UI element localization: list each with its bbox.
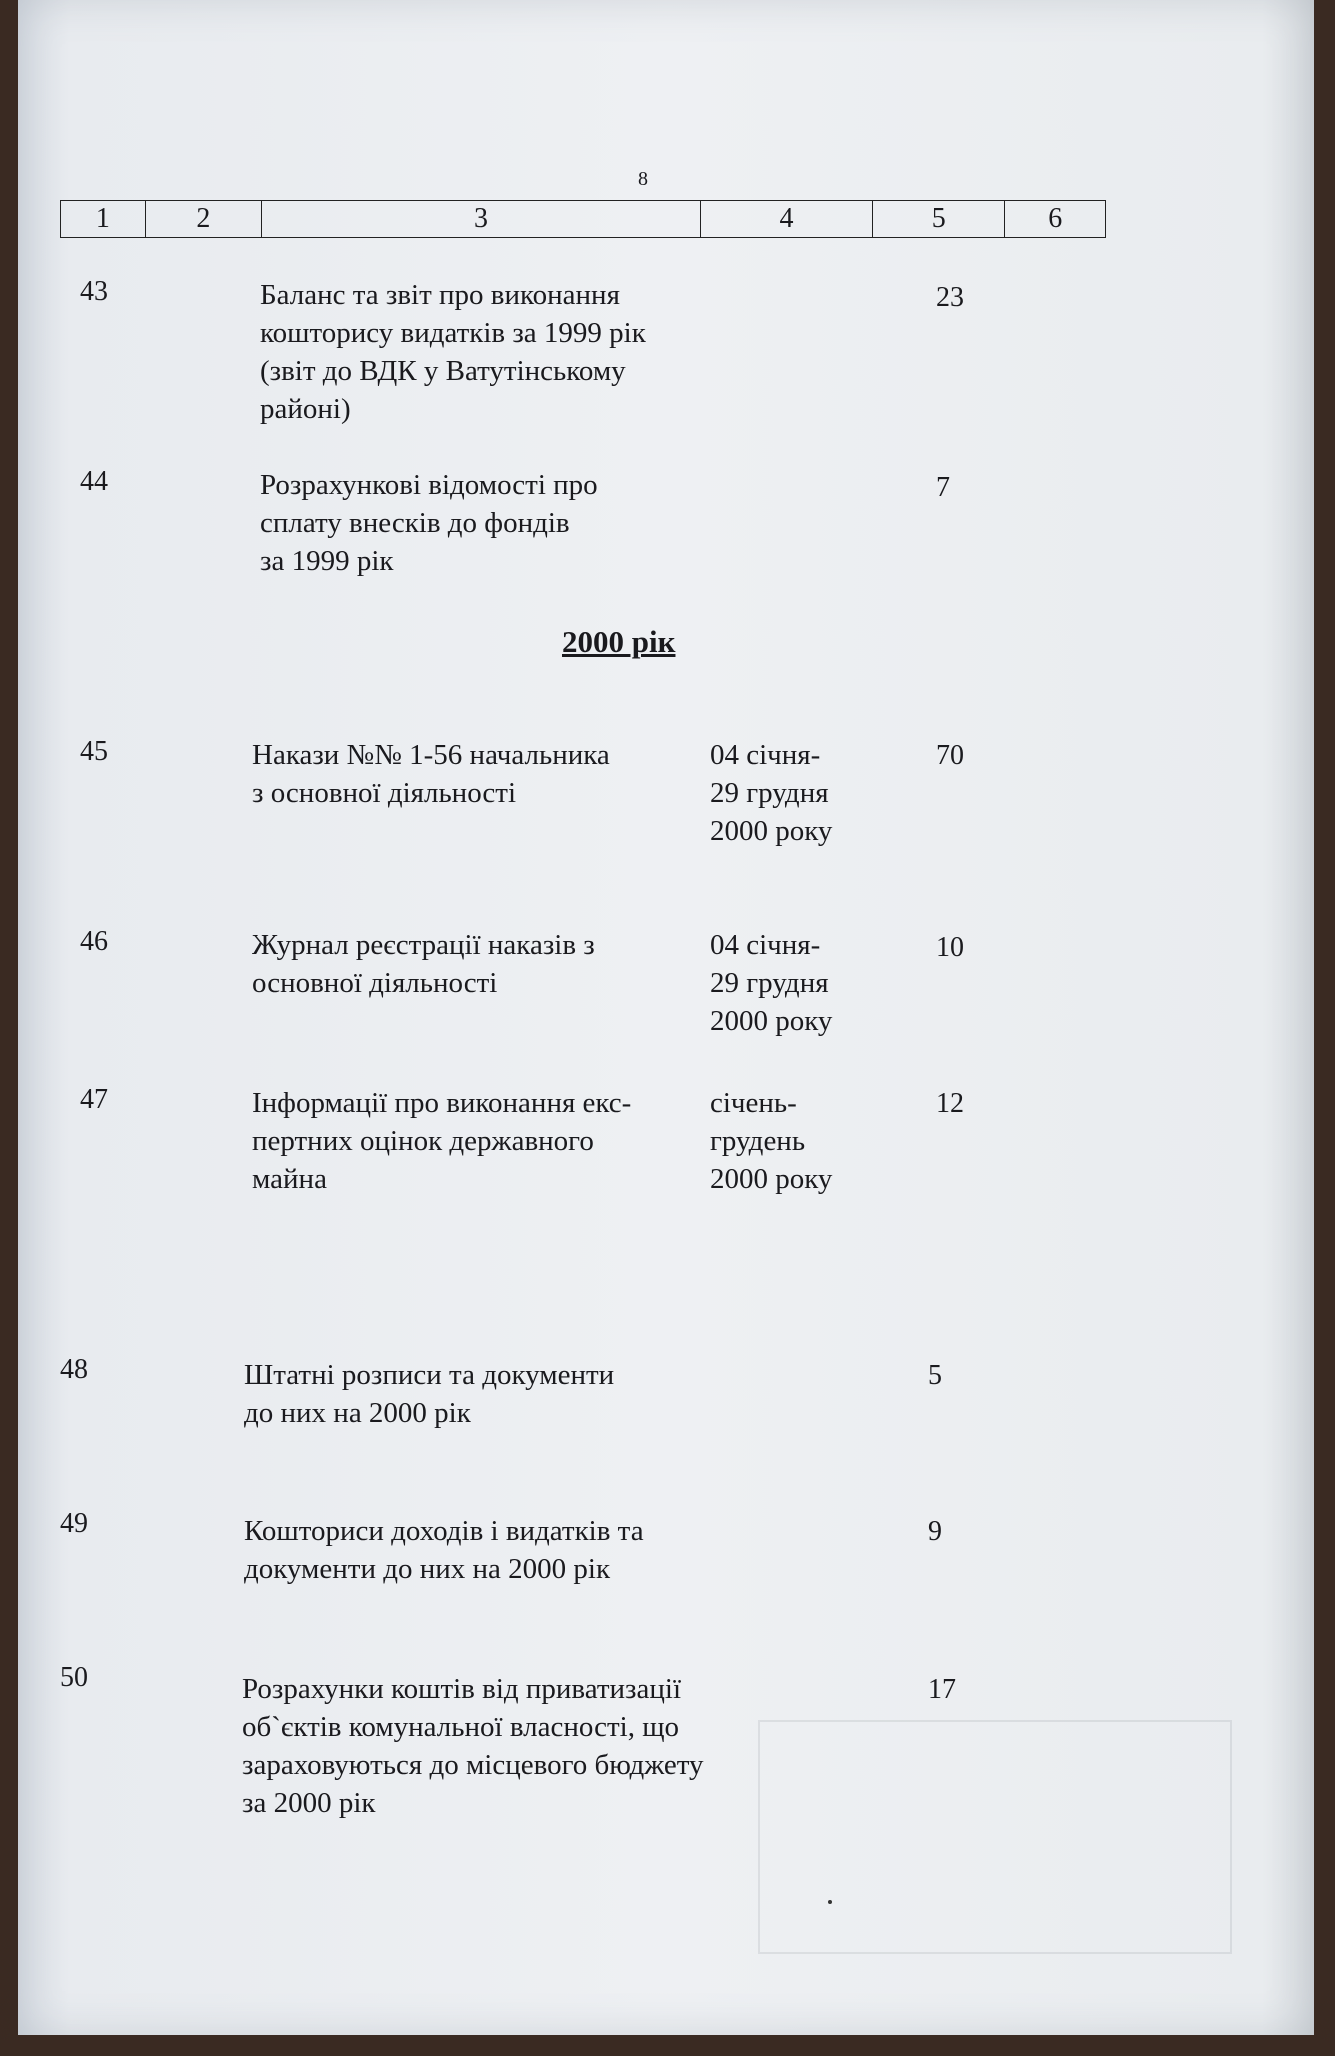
bleed-through-stamp bbox=[758, 1720, 1232, 1954]
entry-title: Накази №№ 1-56 начальника з основної діяльності bbox=[252, 739, 610, 809]
entry-number: 48 bbox=[60, 1354, 88, 1385]
column-header-3: 3 bbox=[262, 201, 701, 238]
entry-title: Розрахунки коштів від приватизації об`єктів комунальної власності, що зараховуються до місцевого бюджету за 2000 рік bbox=[242, 1673, 704, 1819]
entry-pages: 17 bbox=[928, 1674, 956, 1705]
entry-number: 47 bbox=[80, 1084, 108, 1115]
column-header-6: 6 bbox=[1005, 201, 1106, 238]
entry-pages: 5 bbox=[928, 1360, 942, 1391]
entry-title: Інформації про виконання екс- пертних оцінок державного майна bbox=[252, 1087, 632, 1195]
column-header-5: 5 bbox=[873, 201, 1005, 238]
entry-number: 50 bbox=[60, 1662, 88, 1693]
entry-date: 04 січня- 29 грудня 2000 року bbox=[710, 929, 833, 1037]
entry-number: 44 bbox=[80, 466, 108, 497]
entry-date: 04 січня- 29 грудня 2000 року bbox=[710, 739, 833, 847]
entry-date: січень- грудень 2000 року bbox=[710, 1087, 833, 1195]
entry-number: 49 bbox=[60, 1508, 88, 1539]
column-header-2: 2 bbox=[145, 201, 261, 238]
entry-pages: 12 bbox=[936, 1088, 964, 1119]
column-header-1: 1 bbox=[61, 201, 146, 238]
entry-title: Розрахункові відомості про сплату внесків до фондів за 1999 рік bbox=[260, 469, 598, 577]
column-header-table bbox=[60, 200, 1106, 238]
entry-pages: 70 bbox=[936, 740, 964, 771]
column-header-4: 4 bbox=[700, 201, 872, 238]
entry-number: 46 bbox=[80, 926, 108, 957]
entry-pages: 9 bbox=[928, 1516, 942, 1547]
entry-number: 43 bbox=[80, 276, 108, 307]
ink-dot bbox=[828, 1900, 832, 1904]
entry-title: Баланс та звіт про виконання кошторису видатків за 1999 рік (звіт до ВДК у Ватутінському районі) bbox=[260, 279, 646, 425]
entry-number: 45 bbox=[80, 736, 108, 767]
section-heading-year: 2000 рік bbox=[562, 624, 676, 659]
entry-title: Журнал реєстрації наказів з основної діяльності bbox=[252, 929, 595, 999]
entry-title: Кошториси доходів і видатків та документи до них на 2000 рік bbox=[244, 1515, 644, 1585]
entry-pages: 10 bbox=[936, 932, 964, 963]
entry-pages: 23 bbox=[936, 282, 964, 313]
page-number: 8 bbox=[638, 168, 648, 190]
document-page bbox=[18, 0, 1314, 2035]
entry-title: Штатні розписи та документи до них на 2000 рік bbox=[244, 1359, 615, 1429]
entry-pages: 7 bbox=[936, 472, 950, 503]
